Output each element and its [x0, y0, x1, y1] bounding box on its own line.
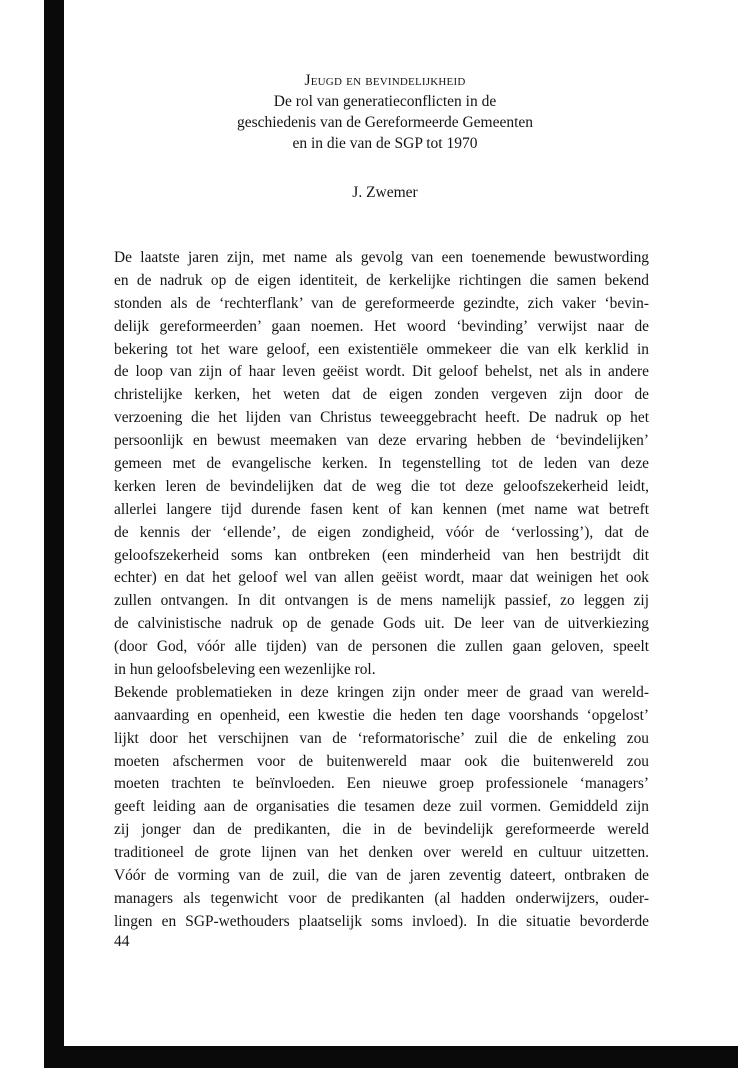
text-line: en de nadruk op de eigen identiteit, de kerkelijke richtingen die samen bekend — [114, 271, 649, 289]
paragraph — [114, 247, 649, 682]
text-line: delijk gereformeerden’ gaan noemen. Het woord ‘bevinding’ verwijst naar de — [114, 317, 649, 335]
page-number: 44 — [114, 933, 130, 950]
paragraph — [114, 682, 649, 934]
text-line: gemeen met de evangelische kerken. In tegenstelling tot de leden van deze — [114, 455, 649, 473]
text-line: aanvaarding en openheid, een kwestie die heden ten dage voorshands ‘opgelost’ — [114, 706, 649, 724]
text-line: Bekende problematieken in deze kringen zijn onder meer de graad van wereld- — [114, 683, 649, 701]
scan-bottom-edge-bar — [44, 1046, 738, 1068]
article-body — [114, 247, 649, 934]
text-line: (door God, vóór alle tijden) van de personen die zullen gaan geloven, speelt — [114, 638, 649, 656]
text-line: bekering tot het ware geloof, een existentiële ommekeer die van elk kerklid in — [114, 340, 649, 358]
text-line: de kennis der ‘ellende’, de eigen zondigheid, vóór de ‘verlossing’), dat de — [114, 523, 649, 541]
text-line: managers als tegenwicht voor de predikanten (al hadden onderwijzers, ouder- — [114, 889, 649, 907]
text-line: echter) en dat het geloof wel van allen geëist wordt, maar dat weinigen het ook — [114, 569, 649, 587]
series-title: Jeugd en bevindelijkheid — [304, 72, 466, 89]
text-line: lijkt door het verschijnen van de ‘reformatorische’ zuil die de enkeling zou — [114, 729, 649, 747]
scan-left-edge-bar — [44, 0, 64, 1068]
article-header — [120, 70, 650, 154]
title-line: geschiedenis van de Gereformeerde Gemeenten — [236, 114, 534, 131]
text-line: christelijke kerken, het weten dat de eigen zonden vergeven zijn door de — [114, 386, 649, 404]
text-line: de calvinistische nadruk op de genade Gods uit. De leer van de uitverkiezing — [114, 615, 649, 633]
author-name: J. Zwemer — [352, 184, 418, 201]
text-line: allerlei langere tijd durende fasen kent of kan kennen (met name wat betreft — [114, 500, 649, 518]
text-line: lingen en SGP-wethouders plaatselijk soms invloed). In die situatie bevorderde — [114, 912, 649, 930]
text-line: verzoening die het lijden van Christus teweeggebracht heeft. De nadruk op het — [114, 409, 649, 427]
text-line: traditioneel de grote lijnen van het denken over wereld en cultuur uitzetten. — [114, 844, 649, 862]
text-line: zullen ontvangen. In dit ontvangen is de mens namelijk passief, zo leggen zij — [114, 592, 649, 610]
text-line: moeten afschermen voor de buitenwereld maar ook die buitenwereld zou — [114, 752, 649, 770]
text-line: Vóór de vorming van de zuil, die van de jaren zeventig dateert, ontbraken de — [114, 867, 649, 885]
text-line: zij jonger dan de predikanten, die in de bevindelijk gereformeerde wereld — [114, 821, 649, 839]
text-line: persoonlijk en bewust meemaken van deze ervaring hebben de ‘bevindelijken’ — [114, 432, 649, 450]
text-line: geeft leiding aan de organisaties die tesamen deze zuil vormen. Gemiddeld zijn — [114, 798, 649, 816]
text-line: kerken leren de bevindelijken dat de weg die tot deze geloofszekerheid leidt, — [114, 477, 649, 495]
text-line: geloofszekerheid soms kan ontbreken (een minderheid van hen bestrijdt dit — [114, 546, 649, 564]
text-line: stonden als de ‘rechterflank’ van de gereformeerde gezindte, zich vaker ‘bevin- — [114, 294, 649, 312]
text-line: moeten trachten te beïnvloeden. Een nieuwe groep professionele ‘managers’ — [114, 775, 649, 793]
text-line: in hun geloofsbeleving een wezenlijke rol. — [114, 661, 376, 679]
title-line: De rol van generatieconflicten in de — [273, 93, 497, 110]
text-line: De laatste jaren zijn, met name als gevolg van een toenemende bewustwording — [114, 249, 649, 266]
title-line: en in die van de SGP tot 1970 — [292, 135, 478, 152]
text-line: de loop van zijn of haar leven geëist wordt. Dit geloof behelst, net als in andere — [114, 363, 649, 381]
